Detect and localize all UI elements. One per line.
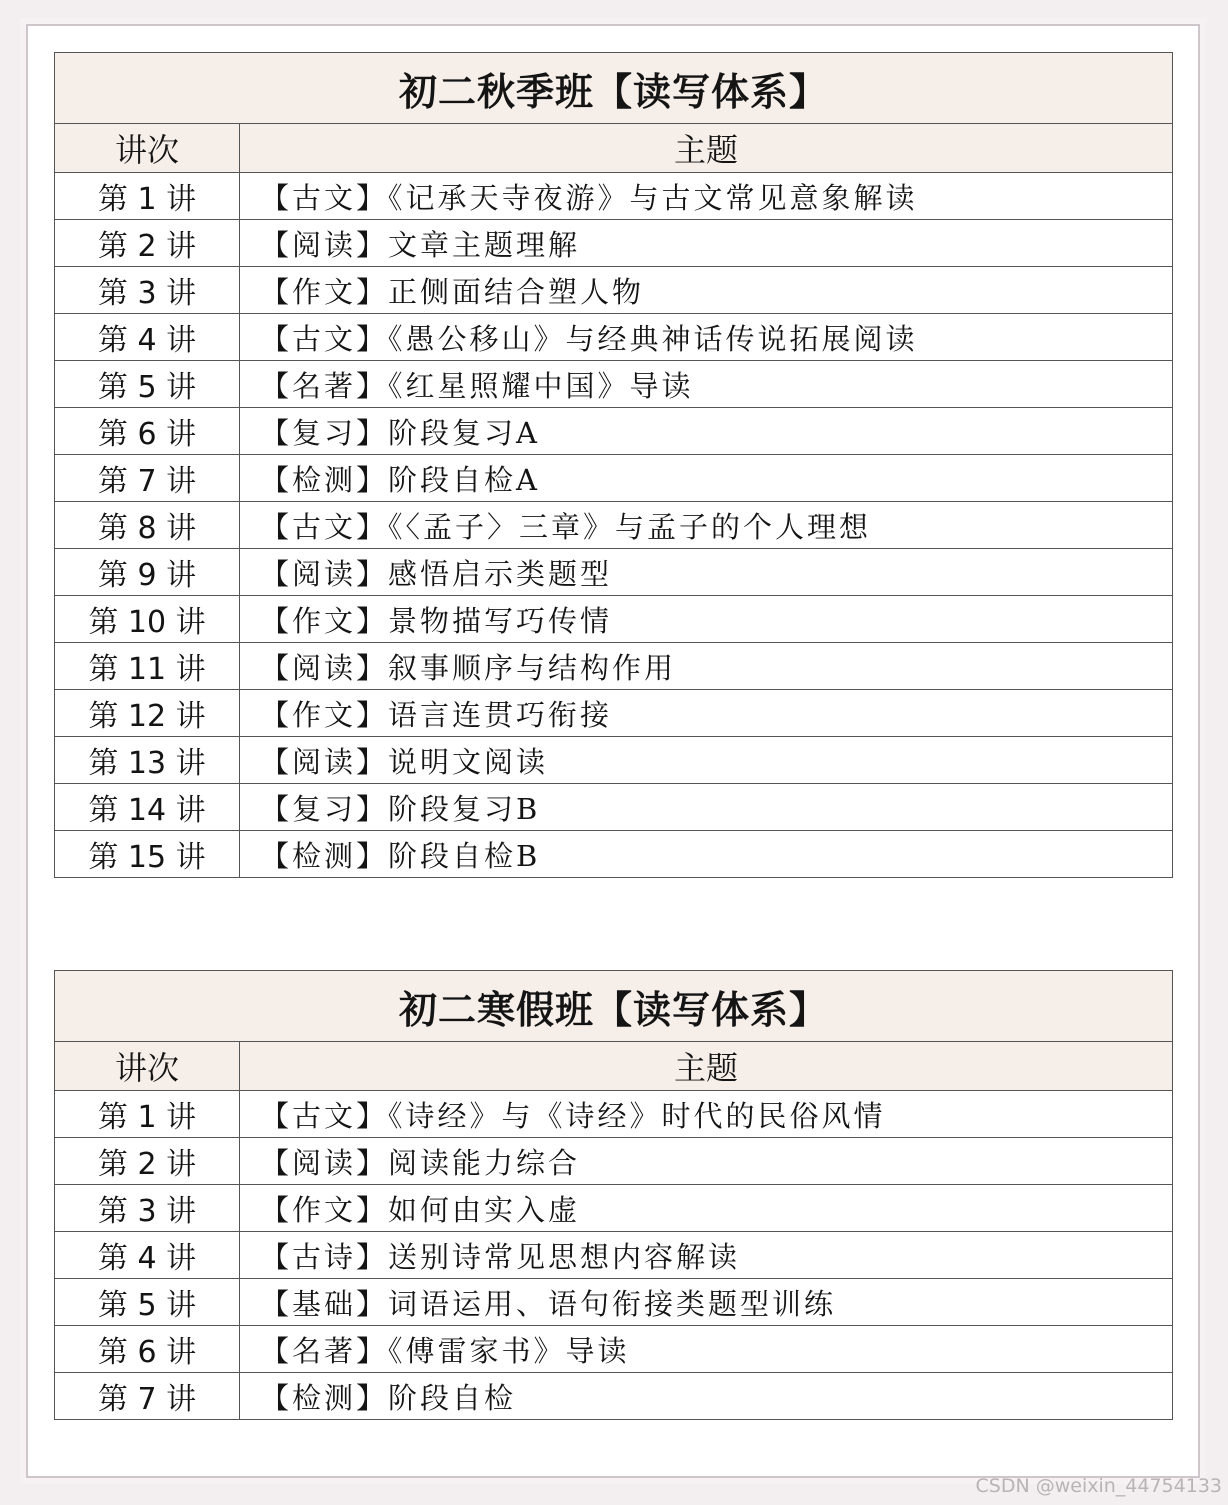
lecture-topic: 【检测】阶段自检 — [240, 1373, 1173, 1420]
lecture-topic: 【名著】《红星照耀中国》导读 — [240, 361, 1173, 408]
lecture-number: 第 2 讲 — [55, 220, 240, 267]
column-header-topic: 主题 — [240, 1042, 1173, 1091]
lecture-number: 第 2 讲 — [55, 1138, 240, 1185]
table-row — [55, 690, 1173, 737]
table-row — [55, 831, 1173, 878]
table-row — [55, 1373, 1173, 1420]
lecture-topic: 【阅读】阅读能力综合 — [240, 1138, 1173, 1185]
lecture-number: 第 14 讲 — [55, 784, 240, 831]
lecture-topic: 【古文】《诗经》与《诗经》时代的民俗风情 — [240, 1091, 1173, 1138]
lecture-topic: 【名著】《傅雷家书》导读 — [240, 1326, 1173, 1373]
lecture-number: 第 15 讲 — [55, 831, 240, 878]
lecture-number: 第 6 讲 — [55, 408, 240, 455]
table-body — [55, 173, 1173, 878]
lecture-topic: 【古文】《记承天寺夜游》与古文常见意象解读 — [240, 173, 1173, 220]
lecture-number: 第 4 讲 — [55, 1232, 240, 1279]
lecture-topic: 【作文】景物描写巧传情 — [240, 596, 1173, 643]
lecture-number: 第 7 讲 — [55, 455, 240, 502]
lecture-number: 第 1 讲 — [55, 173, 240, 220]
table-row — [55, 643, 1173, 690]
table-row — [55, 173, 1173, 220]
lecture-number: 第 10 讲 — [55, 596, 240, 643]
table-row — [55, 267, 1173, 314]
lecture-topic: 【阅读】文章主题理解 — [240, 220, 1173, 267]
lecture-number: 第 6 讲 — [55, 1326, 240, 1373]
table-row — [55, 1138, 1173, 1185]
table-row — [55, 220, 1173, 267]
lecture-topic: 【作文】如何由实入虚 — [240, 1185, 1173, 1232]
table-row — [55, 1185, 1173, 1232]
lecture-topic: 【古文】《愚公移山》与经典神话传说拓展阅读 — [240, 314, 1173, 361]
watermark: CSDN @weixin_44754133 — [975, 1475, 1222, 1497]
column-header-lecture: 讲次 — [55, 124, 240, 173]
lecture-number: 第 8 讲 — [55, 502, 240, 549]
column-header-topic: 主题 — [240, 124, 1173, 173]
table-row — [55, 737, 1173, 784]
table-row — [55, 361, 1173, 408]
lecture-number: 第 5 讲 — [55, 1279, 240, 1326]
winter-class-table — [54, 970, 1173, 1420]
table-row — [55, 502, 1173, 549]
lecture-topic: 【古诗】送别诗常见思想内容解读 — [240, 1232, 1173, 1279]
lecture-topic: 【阅读】说明文阅读 — [240, 737, 1173, 784]
table-row — [55, 314, 1173, 361]
lecture-topic: 【检测】阶段自检B — [240, 831, 1173, 878]
table-row — [55, 596, 1173, 643]
lecture-topic: 【作文】语言连贯巧衔接 — [240, 690, 1173, 737]
table-row — [55, 1232, 1173, 1279]
table-row — [55, 408, 1173, 455]
lecture-topic: 【复习】阶段复习A — [240, 408, 1173, 455]
lecture-number: 第 11 讲 — [55, 643, 240, 690]
lecture-number: 第 3 讲 — [55, 1185, 240, 1232]
lecture-topic: 【基础】词语运用、语句衔接类题型训练 — [240, 1279, 1173, 1326]
lecture-number: 第 1 讲 — [55, 1091, 240, 1138]
lecture-number: 第 4 讲 — [55, 314, 240, 361]
table-title: 初二秋季班【读写体系】 — [55, 53, 1173, 124]
table-title: 初二寒假班【读写体系】 — [55, 971, 1173, 1042]
lecture-number: 第 9 讲 — [55, 549, 240, 596]
lecture-topic: 【阅读】感悟启示类题型 — [240, 549, 1173, 596]
lecture-number: 第 5 讲 — [55, 361, 240, 408]
lecture-topic: 【复习】阶段复习B — [240, 784, 1173, 831]
table-row — [55, 784, 1173, 831]
table-row — [55, 1279, 1173, 1326]
table-row — [55, 1326, 1173, 1373]
table-row — [55, 1091, 1173, 1138]
lecture-number: 第 12 讲 — [55, 690, 240, 737]
lecture-number: 第 13 讲 — [55, 737, 240, 784]
lecture-topic: 【古文】《〈孟子〉三章》与孟子的个人理想 — [240, 502, 1173, 549]
table-row — [55, 455, 1173, 502]
lecture-number: 第 3 讲 — [55, 267, 240, 314]
lecture-topic: 【作文】正侧面结合塑人物 — [240, 267, 1173, 314]
table-row — [55, 549, 1173, 596]
lecture-topic: 【检测】阶段自检A — [240, 455, 1173, 502]
column-header-lecture: 讲次 — [55, 1042, 240, 1091]
autumn-class-table — [54, 52, 1173, 878]
lecture-topic: 【阅读】叙事顺序与结构作用 — [240, 643, 1173, 690]
table-body — [55, 1091, 1173, 1420]
lecture-number: 第 7 讲 — [55, 1373, 240, 1420]
